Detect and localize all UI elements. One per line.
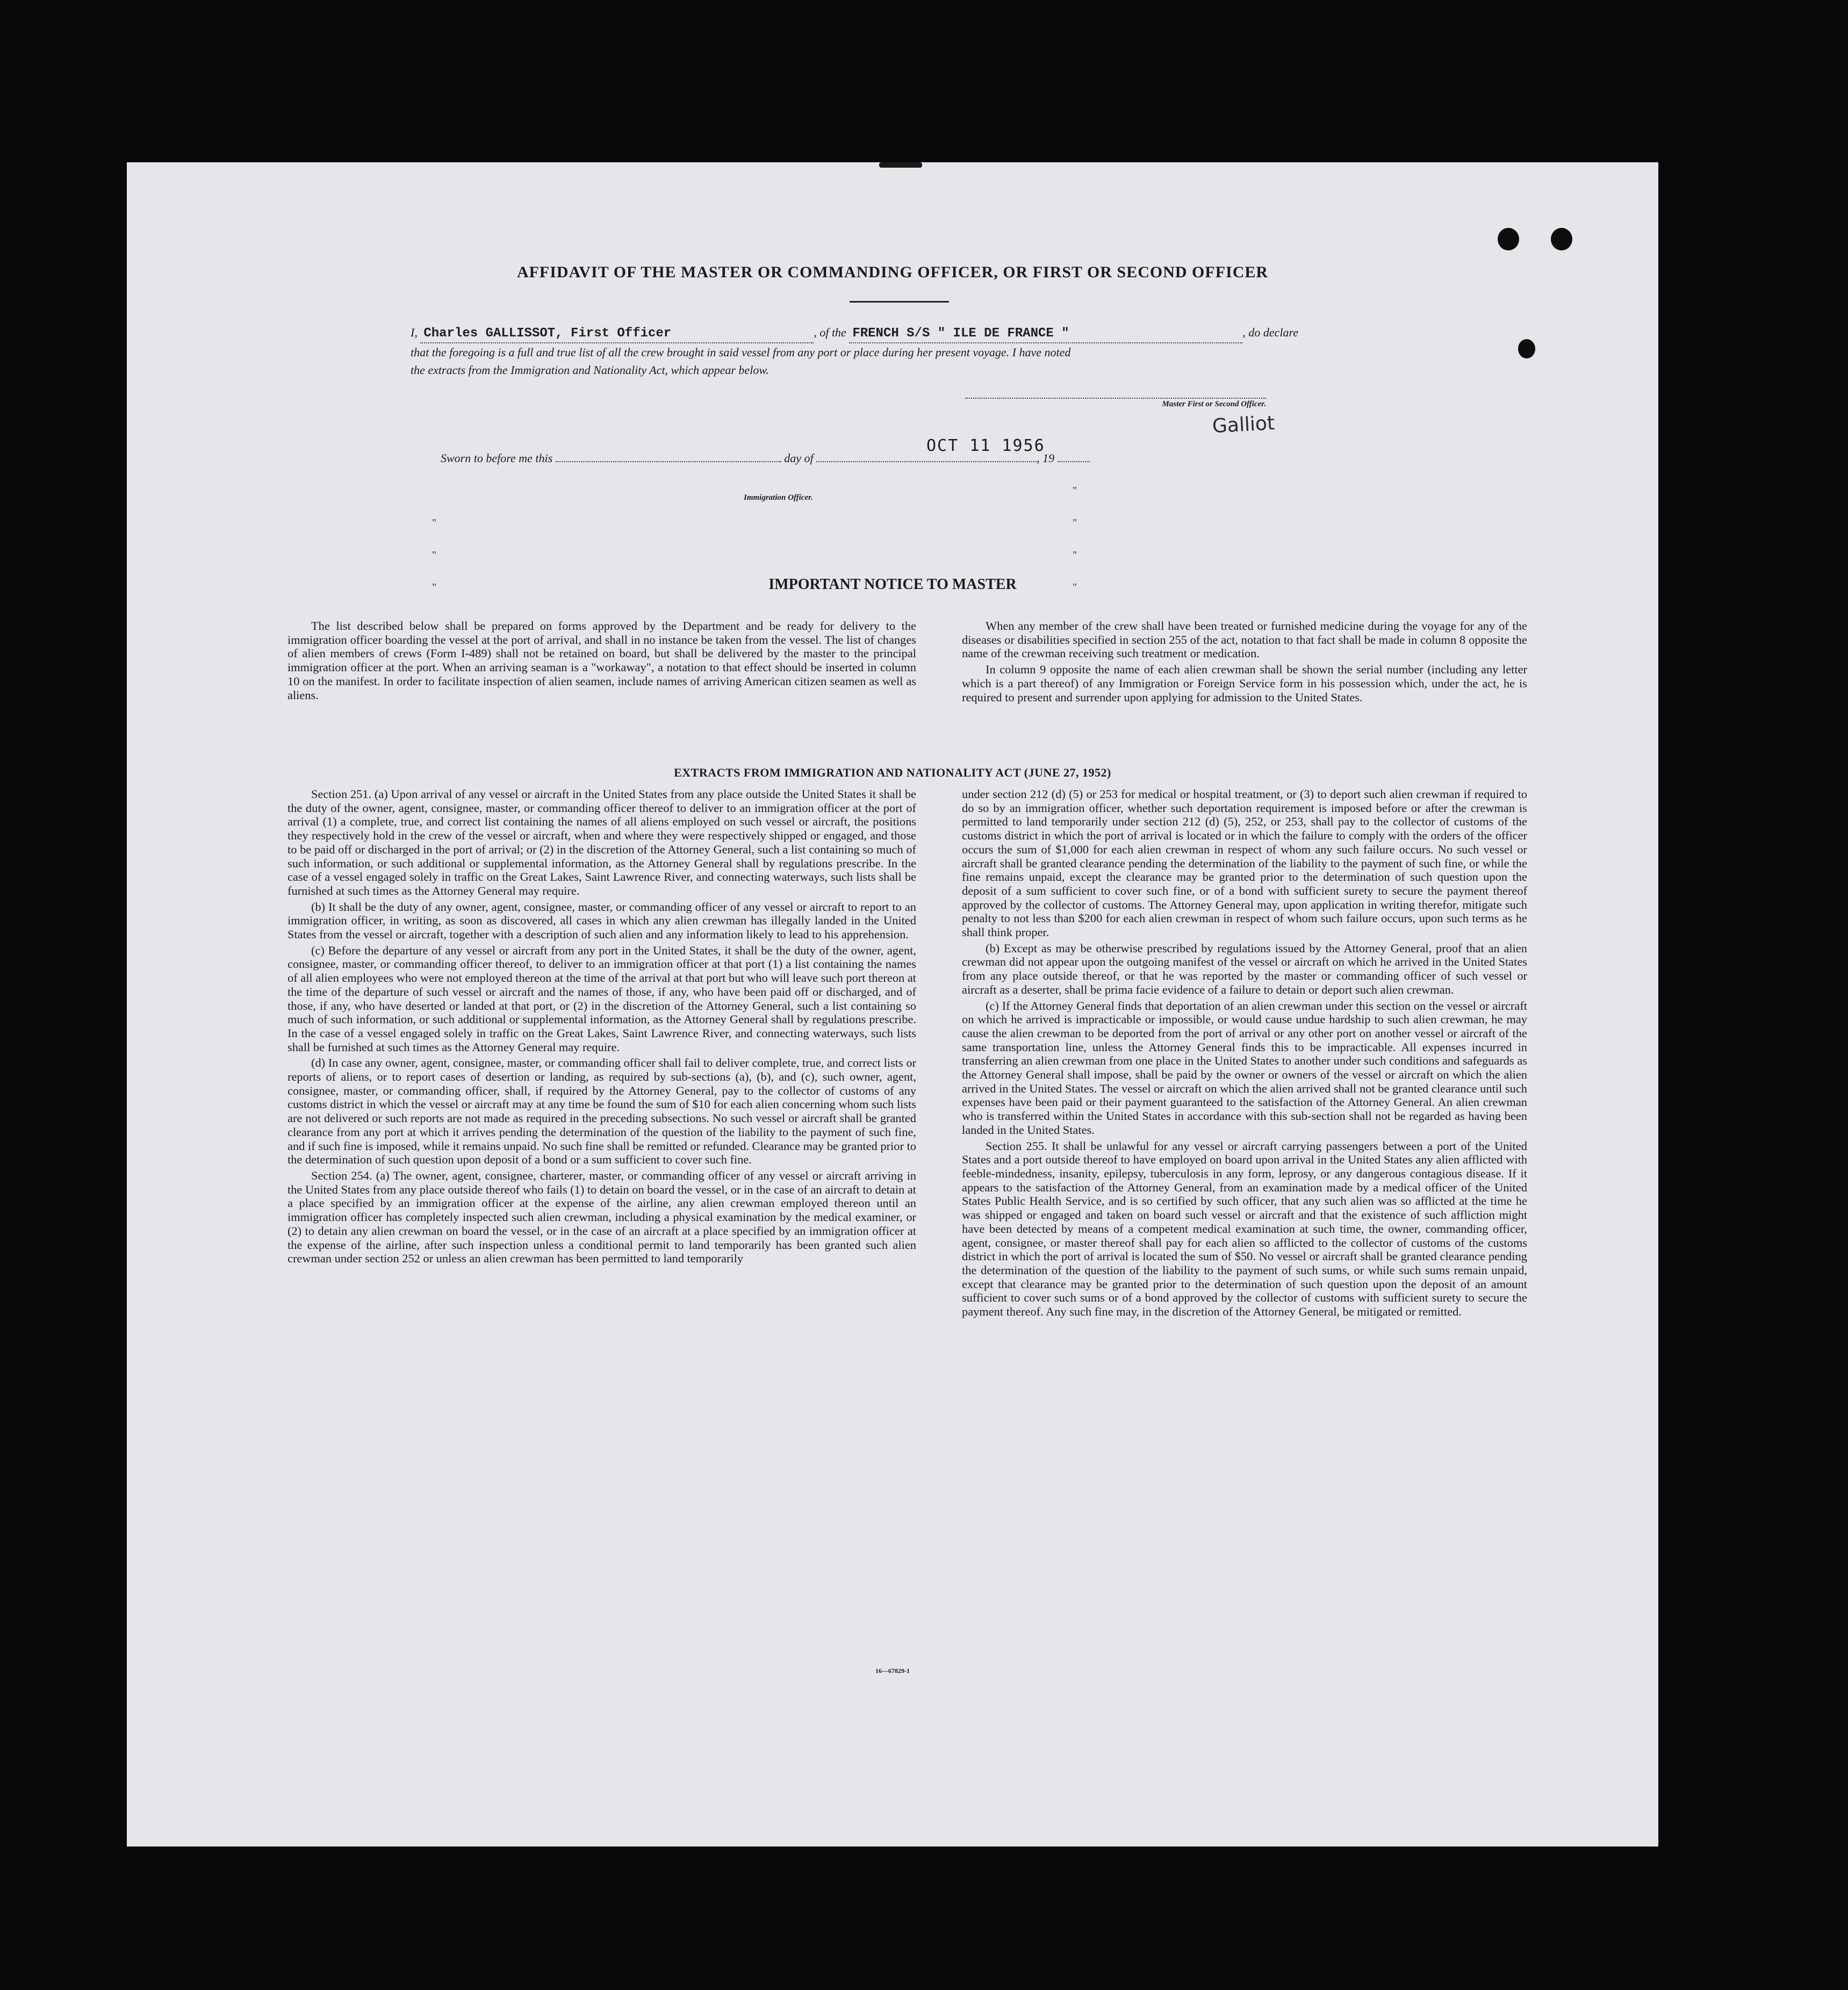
declaration-line-2: that the foregoing is a full and true list of all the crew brought in said vessel from any port or place during her present voyage. I have noted [411,346,1071,359]
immigration-officer-caption: Immigration Officer. [744,493,813,502]
sworn-year-field [1058,461,1090,462]
ditto-mark: " [432,581,437,593]
officer-name-field: Charles GALLISSOT, First Officer [420,325,814,343]
punch-hole [1551,228,1572,250]
extract-paragraph: Section 254. (a) The owner, agent, consignee, charterer, master, or commanding officer of any vessel or aircraft arriving in the United States from any place outside thereof who fails (1) to detain on board the vessel, or in the case of an aircraft to detain at a place specified by an immigration officer at the expense of the airline, any alien crewman employed thereon until an immigration officer has completely inspected such alien crewman, including a physical examination by the medical examiner, or (2) to detain any alien crewman on board the vessel, or in the case of an aircraft at a place specified by an immigration officer at the expense of the airline, after such inspection unless a conditional permit to land temporarily has been granted such alien crewman under section 252 or unless an alien crewman has been permitted to land temporarily [287,1168,916,1266]
ditto-mark: " [1073,485,1077,497]
ditto-mark: " [1073,549,1077,561]
notice-paragraph: In column 9 opposite the name of each alien crewman shall be shown the serial number (including any letter which is a part thereof) of any Immigration or Foreign Service form in his possession which, under the act, he is required to present and surrender upon applying for admission to the United States. [962,663,1527,704]
extract-paragraph: Section 251. (a) Upon arrival of any vessel or aircraft in the United States from any place outside the United States it shall be the duty of the owner, agent, consignee, master, or commanding officer thereof to deliver to an immigration officer at the port of arrival (1) a complete, true, and correct list containing the names of all aliens employed on such vessel or aircraft, the positions they respectively hold in the crew of the vessel or aircraft, when and where they were respectively shipped or engaged, and those to be paid off or discharged in the port of arrival; or (2) in the discretion of the Attorney General, such a list containing so much of such information, or such additional or supplemental information, as the Attorney General shall by regulations prescribe. In the case of a vessel engaged solely in traffic on the Great Lakes, Saint Lawrence River, and connecting waterways, such lists shall be furnished at such times as the Attorney General may require. [287,787,916,897]
punch-hole [1498,228,1519,250]
sworn-prefix: Sworn to before me this [441,451,553,465]
scan-mark [879,162,922,168]
title-rule [850,301,949,303]
notice-paragraph: The list described below shall be prepared on forms approved by the Department and be ready for delivery to the immigration officer boarding the vessel at the port of arrival, and shall in no instance be taken from the vessel. The list of changes of alien members of crews (Form I-489) shall not be retained on board, but shall be delivered by the master to the principal immigration officer at the port. When an arriving seaman is a "workaway", a notation to that effect should be inserted in column 10 on the manifest. In order to facilitate inspection of alien seamen, include names of arriving American citizen seamen as well as aliens. [287,619,916,702]
extract-paragraph: (b) Except as may be otherwise prescribed by regulations issued by the Attorney General, proof that an alien crewman did not appear upon the outgoing manifest of the vessel or aircraft on which he arrived in the United States from any place outside thereof, or that he was reported by the master or commanding officer of such vessel or aircraft as a deserter, shall be prima facie evidence of a failure to detain or deport such alien crewman. [962,941,1527,996]
ditto-mark: " [432,549,437,561]
extract-paragraph: (d) In case any owner, agent, consignee, master, or commanding officer shall fail to deliver complete, true, and correct lists or reports of aliens, or to report cases of desertion or landing, as required by sub-sections (a), (b), and (c), such owner, agent, consignee, master, or commanding officer, shall, if required by the Attorney General, pay to the collector of customs of any customs district in which the vessel or aircraft may at any time be found the sum of $10 for each alien concerning whom such lists are not delivered or such reports are not made as required in the preceding subsections. No such vessel or aircraft shall be granted clearance from any port at which it arrives pending the determination of the question of the liability to the payment of such fine, and if such fine is imposed, while it remains unpaid. No such fine shall be remitted or refunded. Clearance may be granted prior to the determination of such question upon deposit of a bond or a sum sufficient to cover such fine. [287,1056,916,1167]
extracts-title: EXTRACTS FROM IMMIGRATION AND NATIONALITY ACT (JUNE 27, 1952) [674,766,1111,779]
ditto-mark: " [1073,581,1077,593]
notice-title: IMPORTANT NOTICE TO MASTER [768,576,1017,593]
notice-paragraph: When any member of the crew shall have been treated or furnished medicine during the voyage for any of the diseases or disabilities specified in section 255 of the act, notation to that fact shall be made in column 8 opposite the name of the crewman receiving such treatment or medication. [962,619,1527,660]
officer-signature: Galliot [1212,412,1276,438]
sworn-month-field [816,461,1037,462]
declaration-line-3: the extracts from the Immigration and Nationality Act, which appear below. [411,363,769,377]
declaration-intro: I, [411,326,418,339]
sworn-day-field [556,461,781,462]
document-page [127,162,1658,1847]
declaration-do-declare: , do declare [1242,326,1298,339]
extract-paragraph: under section 212 (d) (5) or 253 for medical or hospital treatment, or (3) to deport such alien crewman if required to do so by an immigration officer, whether such deportation requirement is imposed before or after the crewman is permitted to land temporarily under section 212 (d) (5), 252, or 253, shall pay to the collector of customs of the customs district in which the port of arrival is located or in which the failure to comply with the orders of the officer occurs the sum of $1,000 for each alien crewman in respect of whom any such failure occurs. No such vessel or aircraft shall be granted clearance pending the determination of the liability to the payment of such fine, or while the fine remains unpaid, except the clearance may be granted prior to the determination of such question upon the deposit of a sum sufficient to cover such fine, or of a bond with sufficient surety to secure the payment thereof approved by the collector of customs. The Attorney General may, upon application in writing therefor, mitigate such penalty to not less than $200 for each alien crewman in respect of whom such failure occurs, upon such terms as he shall think proper. [962,787,1527,939]
vessel-name-field: FRENCH S/S " ILE DE FRANCE " [849,325,1242,343]
notice-left-column [287,619,916,704]
form-number: 16—67829-1 [875,1667,910,1675]
signature-caption: Master First or Second Officer. [965,398,1266,409]
sworn-day-of: day of [784,451,814,465]
extract-paragraph: (c) Before the departure of any vessel or aircraft from any port in the United States, it shall be the duty of the owner, agent, consignee, master, or commanding officer thereof, to deliver to an immigration officer at that port (1) a list containing the names of all alien employees who were not employed thereon at the time of the arrival at that port but who will leave such port thereon at the time of the departure of such vessel or aircraft and the names of those, if any, who have been paid off or discharged, and of those, if any, who have deserted or landed at that port, or (2) in the discretion of the Attorney General, such a list containing so much of such information, or such additional or supplemental information, as the Attorney General shall by regulations prescribe. In the case of a vessel engaged solely in traffic on the Great Lakes, Saint Lawrence River, and connecting waterways, such lists shall be furnished at such times as the Attorney General may require. [287,943,916,1054]
extracts-right-column [962,787,1527,1321]
ditto-mark: " [1073,517,1077,529]
extracts-left-column [287,787,916,1268]
extract-paragraph: (b) It shall be the duty of any owner, agent, consignee, master, or commanding officer of any vessel or aircraft to report to an immigration officer, in writing, as soon as discovered, all cases in which any alien crewman has illegally landed in the United States from the vessel or aircraft, together with a description of such alien and any information likely to lead to his apprehension. [287,900,916,942]
declaration-of-the: , of the [814,326,846,339]
declaration [411,324,1523,379]
notice-right-column [962,619,1527,706]
sworn-year-prefix: , 19 [1037,451,1055,465]
extract-paragraph: Section 255. It shall be unlawful for any vessel or aircraft carrying passengers between a port of the United States and a port outside thereof to have employed on board upon arrival in the United States any alien afflicted with feeble-mindedness, insanity, epilepsy, tuberculosis in any form, leprosy, or any dangerous contagious disease. If it appears to the satisfaction of the Attorney General, from an examination made by a medical officer of the United States Public Health Service, and is so certified by such officer, that any such alien was so afflicted at the time he was shipped or engaged and taken on board such vessel or aircraft and that the existence of such affliction might have been detected by means of a competent medical examination at such time, the owner, commanding officer, agent, consignee, or master thereof shall pay for each alien so afflicted to the collector of customs of the customs district in which the port of arrival is located the sum of $50. No vessel or aircraft shall be granted clearance pending the determination of the question of the liability to the payment of such sums, or while such sums remain unpaid, except that clearance may be granted prior to the determination of such question upon the deposit of an amount sufficient to cover such sums or of a bond approved by the collector of customs with sufficient surety to secure the payment thereof. Any such fine may, in the discretion of the Attorney General, be mitigated or remitted. [962,1139,1527,1319]
page-title: AFFIDAVIT OF THE MASTER OR COMMANDING OFFICER, OR FIRST OR SECOND OFFICER [516,263,1269,281]
extract-paragraph: (c) If the Attorney General finds that deportation of an alien crewman under this section on the vessel or aircraft on which he arrived is impracticable or impossible, or would cause undue hardship to such alien crewman, he may cause the alien crewman to be deported from the port of arrival or any other port on another vessel or aircraft of the same transportation line, unless the Attorney General finds this to be impracticable. All expenses incurred in transferring an alien crewman from one place in the United States to another under such conditions and safeguards as the Attorney General shall impose, shall be paid by the owner or owners of the vessel or aircraft on which the alien arrived in the United States. The vessel or aircraft on which the alien arrived shall not be granted clearance until such expenses have been paid or their payment guaranteed to the satisfaction of the Attorney General. An alien crewman who is transferred within the United States in accordance with this sub-section shall not be regarded as having been landed in the United States. [962,998,1527,1137]
ditto-mark: " [432,517,437,529]
date-stamp: OCT 11 1956 [926,436,1045,455]
